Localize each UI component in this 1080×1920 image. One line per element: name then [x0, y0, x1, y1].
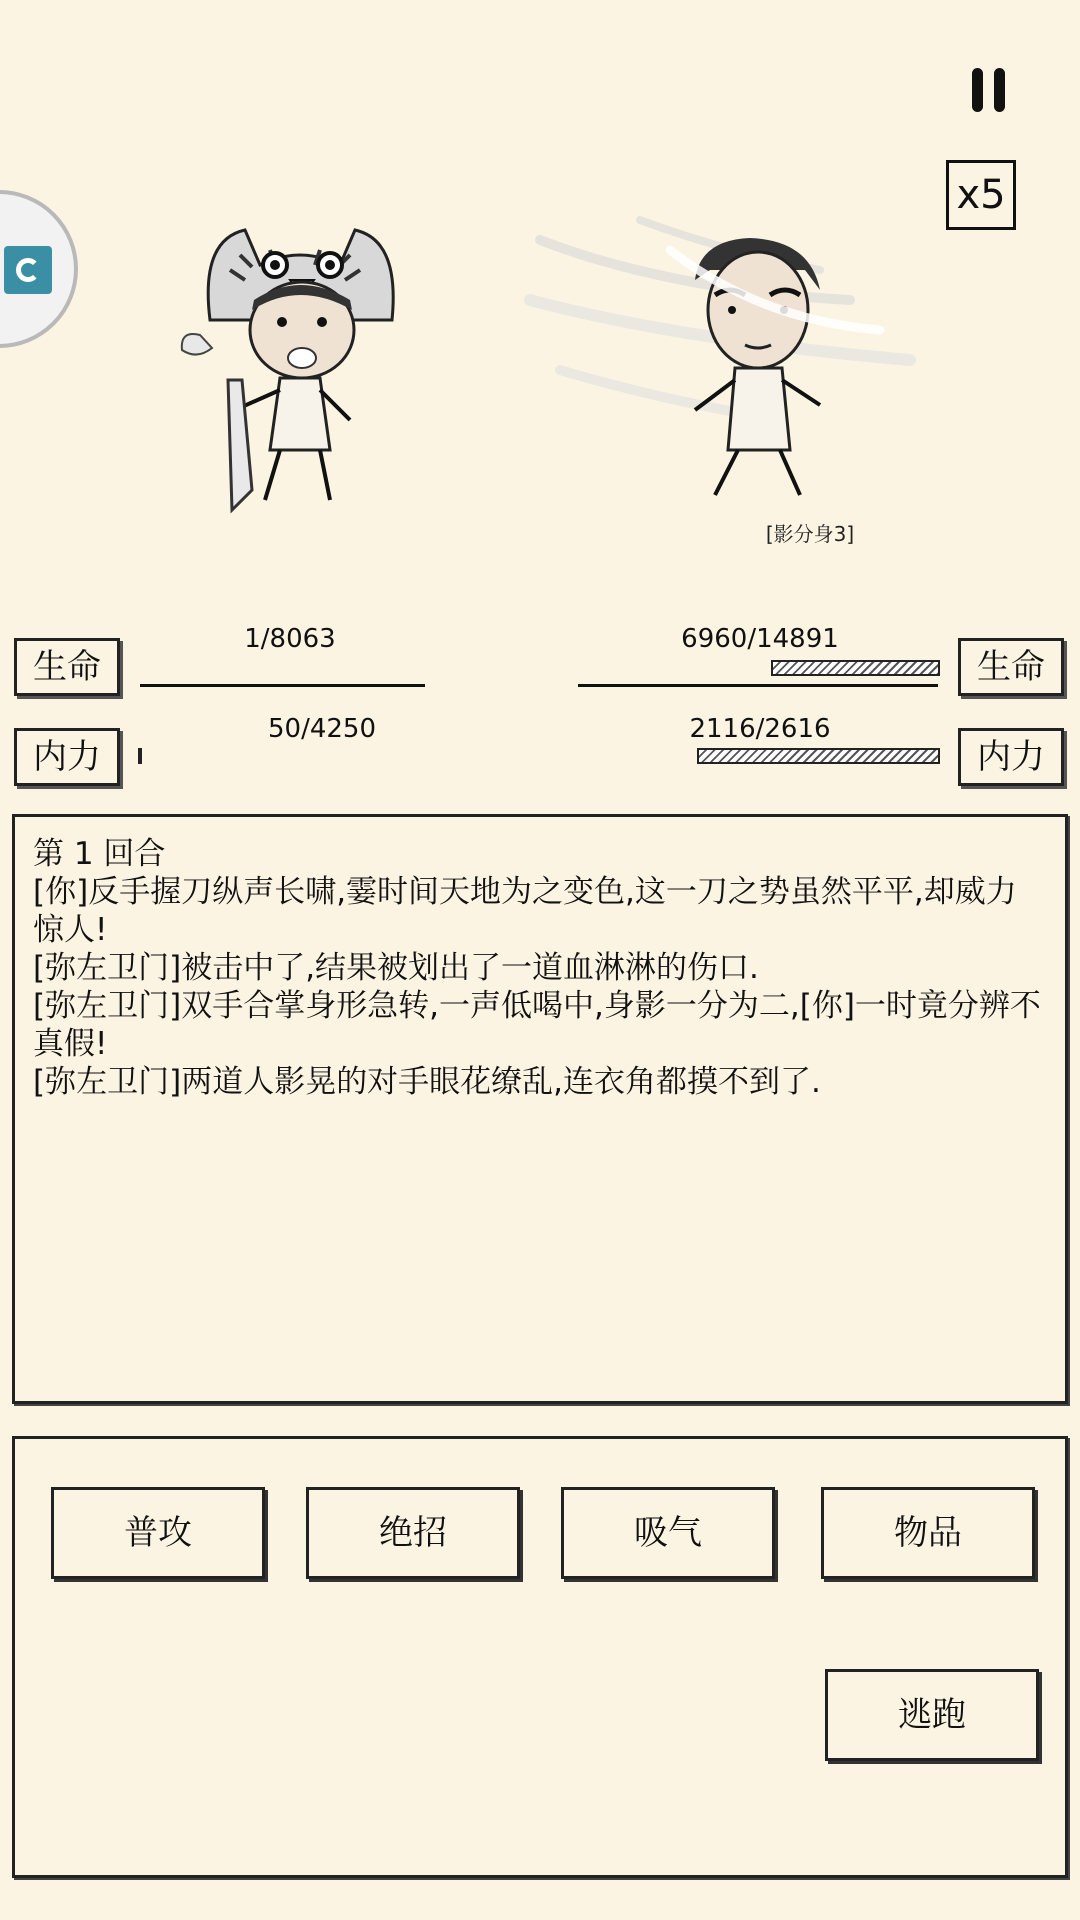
player-mp-label: 内力 [14, 728, 120, 786]
floating-app-button[interactable] [0, 190, 78, 348]
special-move-button[interactable]: 绝招 [306, 1487, 520, 1579]
enemy-status-tag: [影分身3] [765, 522, 855, 546]
enemy-character [520, 210, 1000, 510]
attack-button[interactable]: 普攻 [51, 1487, 265, 1579]
enemy-hp-bar [771, 660, 940, 676]
player-hp-label: 生命 [14, 638, 120, 696]
player-hp-track [140, 684, 425, 687]
pause-icon-bar [994, 68, 1005, 112]
enemy-mp-bar [697, 748, 940, 764]
command-panel [12, 1436, 1068, 1878]
player-hp-text: 1/8063 [244, 624, 336, 654]
log-line: [弥左卫门]双手合掌身形急转,一声低喝中,身影一分为二,[你]一时竟分辨不真假! [33, 988, 1041, 1062]
log-line: [你]反手握刀纵声长啸,霎时间天地为之变色,这一刀之势虽然平平,却威力惊人! [33, 874, 1017, 948]
log-line: [弥左卫门]被击中了,结果被划出了一道血淋淋的伤口. [33, 950, 759, 986]
player-character [170, 210, 430, 530]
log-line: 第 1 回合 [33, 836, 166, 872]
enemy-hp-track [578, 684, 938, 687]
pause-icon-bar [972, 68, 983, 112]
enemy-mp-text: 2116/2616 [689, 714, 831, 744]
pause-button[interactable] [970, 68, 1010, 116]
speed-toggle-button[interactable]: x5 [946, 160, 1016, 230]
breathe-button[interactable]: 吸气 [561, 1487, 775, 1579]
enemy-hp-label: 生命 [958, 638, 1064, 696]
enemy-hp-text: 6960/14891 [681, 624, 839, 654]
battle-log [12, 814, 1068, 1404]
flee-button[interactable]: 逃跑 [825, 1669, 1039, 1761]
app-logo-icon [4, 246, 52, 294]
player-mp-bar [138, 748, 142, 764]
enemy-mp-label: 内力 [958, 728, 1064, 786]
player-mp-text: 50/4250 [267, 714, 376, 744]
items-button[interactable]: 物品 [821, 1487, 1035, 1579]
log-line: [弥左卫门]两道人影晃的对手眼花缭乱,连衣角都摸不到了. [33, 1064, 821, 1100]
